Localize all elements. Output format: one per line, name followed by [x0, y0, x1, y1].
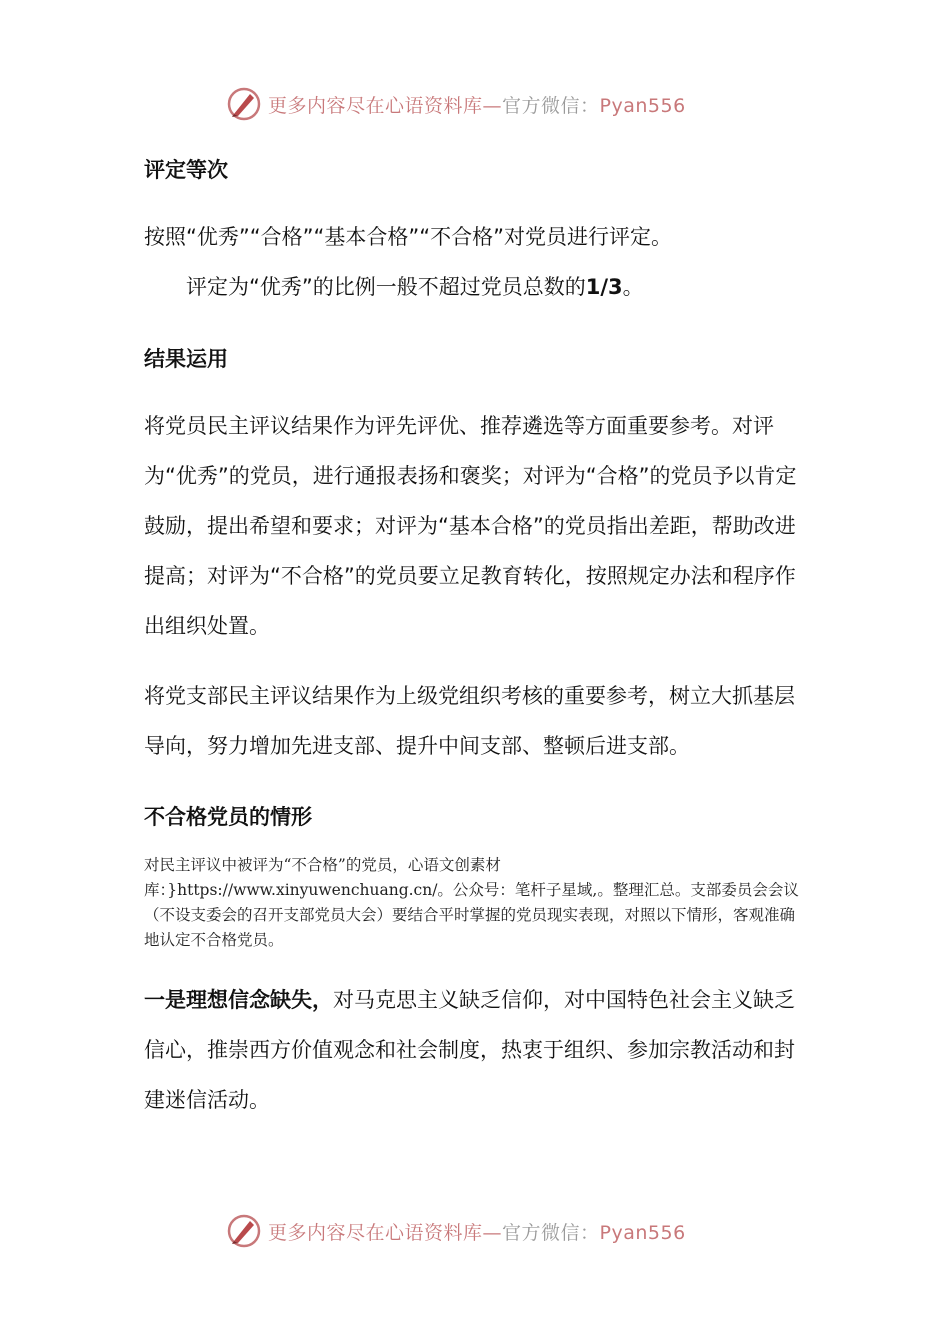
pen-logo-icon [226, 86, 262, 122]
footer-watermark [226, 1211, 726, 1251]
paragraph-rating: 按照“优秀”“合格”“基本合格”“不合格”对党员进行评定。 [144, 225, 673, 249]
paragraph-result-use: 将党员民主评议结果作为评先评优、推荐遴选等方面重要参考。对评为“优秀”的党员，进行通报表扬和褒奖；对评为“合格”的党员予以肯定鼓励，提出希望和要求；对评为“基本合格”的党员指出差距，帮助改进提高；对评为“不合格”的党员要立足教育转化，按照规定办法和程序作出组织处置。 [144, 414, 797, 638]
watermark-text: 更多内容尽在心语资料库—官方微信：Pyan556 [268, 1221, 686, 1244]
paragraph-unqualified-intro: 对民主评议中被评为“不合格”的党员，心语文创素材库：}https://www.xinyuwenchuang.cn/。公众号：笔杆子星域,。整理汇总。支部委员会会议（不设支委会的召开支部党员大会）要结合平时掌握的党员现实表现，对照以下情形，客观准确地认定不合格党员。 [144, 856, 799, 949]
header-watermark [226, 84, 726, 124]
heading-unqualified-cases: 不合格党员的情形 [144, 805, 312, 829]
pen-logo-icon [226, 1213, 262, 1249]
document-body [144, 150, 806, 1125]
paragraph-branch-evaluation: 将党支部民主评议结果作为上级党组织考核的重要参考，树立大抓基层导向，努力增加先进支部、提升中间支部、整顿后进支部。 [144, 684, 795, 758]
paragraph-case-one: 一是理想信念缺失，对马克思主义缺乏信仰，对中国特色社会主义缺乏信心，推崇西方价值观念和社会制度，热衷于组织、参加宗教活动和封建迷信活动。 [144, 988, 795, 1112]
heading-rating-levels: 评定等次 [144, 158, 228, 182]
heading-result-use: 结果运用 [144, 347, 228, 371]
watermark-text: 更多内容尽在心语资料库—官方微信：Pyan556 [268, 94, 686, 117]
paragraph-excellent-ratio: 评定为“优秀”的比例一般不超过党员总数的1/3。 [186, 275, 644, 299]
